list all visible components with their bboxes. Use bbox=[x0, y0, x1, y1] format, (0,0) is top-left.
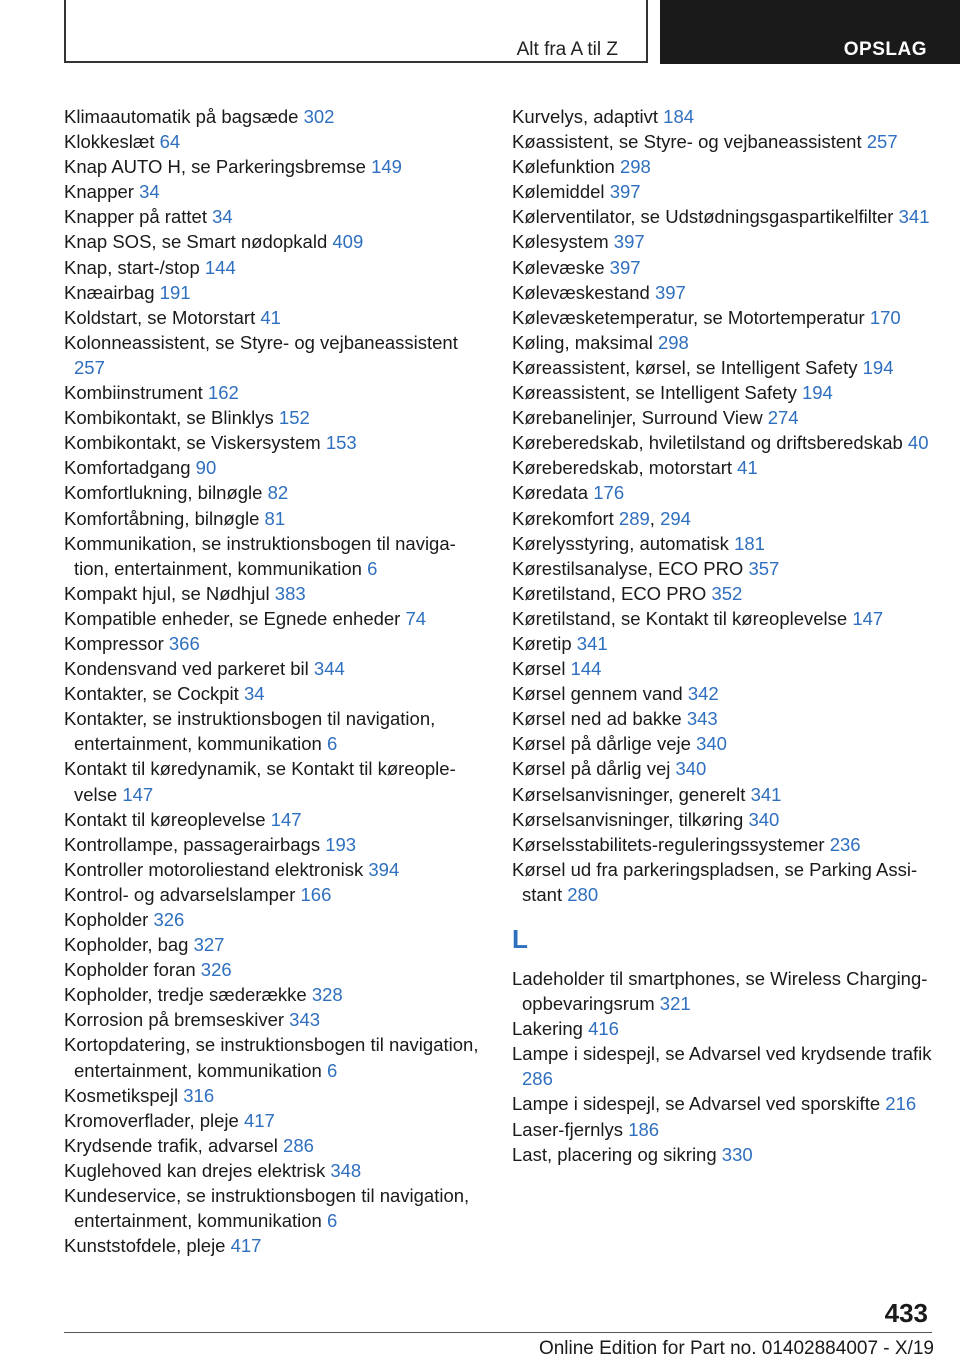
index-entry bbox=[64, 1032, 484, 1082]
page-reference-link[interactable]: 6 bbox=[326, 1210, 338, 1232]
index-term: Kontrollampe, passagerairbags bbox=[64, 833, 326, 855]
index-term: Kunststofdele, pleje bbox=[64, 1235, 231, 1257]
index-entry bbox=[512, 706, 932, 731]
index-entry bbox=[64, 681, 484, 706]
index-entry: Kørekomfort 289, 294 bbox=[512, 507, 691, 529]
page-reference-link[interactable]: 340 bbox=[696, 733, 727, 755]
page-header bbox=[64, 0, 960, 66]
page-reference-link[interactable]: 357 bbox=[748, 557, 780, 579]
index-term: Knap SOS, se Smart nødopkald bbox=[64, 231, 333, 253]
index-entry bbox=[512, 782, 932, 807]
index-entry bbox=[64, 656, 484, 681]
index-term: Knæairbag bbox=[64, 281, 160, 303]
index-entry bbox=[64, 1007, 484, 1032]
index-term: Ladeholder til smartphones, se Wireless Charging-opbevaringsrum bbox=[512, 968, 928, 1015]
index-term: Køreberedskab, motorstart bbox=[512, 457, 738, 479]
page-reference-link[interactable]: 166 bbox=[300, 883, 332, 905]
page-reference-link[interactable]: 194 bbox=[862, 356, 894, 378]
index-term: Kølevæsketemperatur, se Motortemperatur bbox=[512, 306, 870, 328]
index-entry bbox=[64, 1183, 484, 1233]
index-term: Kontrol- og advarselslamper bbox=[64, 883, 301, 905]
index-term: Lakering bbox=[512, 1018, 589, 1040]
footer-edition: Online Edition for Part no. 01402884007 - X/19 bbox=[538, 1338, 934, 1359]
index-term: Kølevæskestand bbox=[512, 281, 655, 303]
page-reference-link[interactable]: 193 bbox=[325, 833, 357, 855]
index-term: Kurvelys, adaptivt bbox=[512, 106, 664, 127]
index-entry bbox=[64, 506, 484, 531]
index-entry bbox=[64, 1108, 484, 1133]
index-term: Kontakt til køredynamik, se Kontakt til køreoplevelse bbox=[64, 758, 456, 805]
page-reference-link[interactable]: 343 bbox=[686, 708, 718, 730]
index-term: Krydsende trafik, advarsel bbox=[64, 1134, 284, 1156]
index-entry bbox=[64, 857, 484, 882]
page-reference-link[interactable]: 41 bbox=[260, 306, 281, 328]
index-term: Kosmetikspejl bbox=[64, 1084, 184, 1106]
page-reference-link[interactable]: 341 bbox=[750, 783, 782, 805]
index-term: Kørselsanvisninger, tilkøring bbox=[512, 808, 749, 830]
index-entry bbox=[512, 204, 932, 229]
index-term: Kørsel på dårlige veje bbox=[512, 733, 697, 755]
index-term: Køretilstand, se Kontakt til køreoplevelse bbox=[512, 607, 853, 629]
page-reference-link[interactable]: 416 bbox=[588, 1018, 619, 1040]
page-reference-link[interactable]: 341 bbox=[898, 206, 930, 228]
index-term: Kontroller motoroliestand elektronisk bbox=[64, 858, 369, 880]
page-number: 433 bbox=[884, 1298, 928, 1328]
index-term: Laser-fjernlys bbox=[512, 1118, 629, 1140]
page-reference-link[interactable]: 144 bbox=[204, 256, 236, 278]
index-entry bbox=[512, 430, 932, 455]
index-entry bbox=[512, 1091, 932, 1116]
index-term: Kørelysstyring, automatisk bbox=[512, 532, 735, 554]
index-term: Kørestilsanalyse, ECO PRO bbox=[512, 557, 749, 579]
index-column-left bbox=[64, 104, 484, 1258]
index-entry bbox=[512, 631, 932, 656]
index-entry bbox=[512, 1117, 932, 1142]
index-entry bbox=[512, 330, 932, 355]
index-term: Kørsel på dårlig vej bbox=[512, 758, 676, 780]
index-entry bbox=[64, 280, 484, 305]
index-term: Koldstart, se Motorstart bbox=[64, 306, 261, 328]
index-entry bbox=[512, 756, 932, 781]
index-term: Lampe i sidespejl, se Advarsel ved sporskifte bbox=[512, 1093, 886, 1115]
index-term: Køretip bbox=[512, 632, 577, 654]
page-reference-link[interactable]: 176 bbox=[593, 482, 625, 504]
page-reference-link[interactable]: 82 bbox=[267, 482, 289, 504]
page-reference-link[interactable]: 326 bbox=[153, 909, 185, 930]
index-entry bbox=[64, 631, 484, 656]
index-term: Kompressor bbox=[64, 632, 169, 654]
index-term: Knap AUTO H, se Parkeringsbremse bbox=[64, 156, 372, 178]
index-entry bbox=[64, 832, 484, 857]
index-entry bbox=[512, 1041, 932, 1091]
page-reference-link[interactable]: 274 bbox=[767, 407, 799, 429]
index-entry bbox=[64, 907, 484, 932]
index-entry bbox=[64, 882, 484, 907]
page-reference-link[interactable]: 366 bbox=[168, 632, 200, 654]
index-term: Kompakt hjul, se Nødhjul bbox=[64, 582, 275, 604]
index-entry bbox=[512, 280, 932, 305]
page-reference-link[interactable]: 147 bbox=[270, 808, 302, 830]
index-entry bbox=[64, 179, 484, 204]
index-entry bbox=[64, 807, 484, 832]
index-term: Køassistent, se Styre- og vejbaneassistent bbox=[512, 131, 867, 153]
index-term: Kromoverflader, pleje bbox=[64, 1109, 244, 1131]
index-entry bbox=[512, 857, 932, 907]
index-entry bbox=[64, 104, 484, 129]
index-term: Kørekomfort bbox=[512, 507, 619, 529]
index-entry bbox=[64, 154, 484, 179]
index-term: Kørsel bbox=[512, 658, 571, 680]
index-term: Køreassistent, se Intelligent Safety bbox=[512, 382, 802, 404]
page-reference-link[interactable]: 328 bbox=[311, 984, 343, 1006]
index-entry bbox=[512, 129, 932, 154]
index-term: Kolonneassistent, se Styre- og vejbaneassistent bbox=[64, 331, 458, 353]
page-reference-link[interactable]: 6 bbox=[326, 1059, 338, 1081]
index-term: Køreberedskab, hviletilstand og driftsberedskab bbox=[512, 432, 908, 454]
index-entry bbox=[512, 531, 932, 556]
index-entry bbox=[64, 330, 484, 380]
index-entry bbox=[512, 656, 932, 681]
page-reference-link[interactable]: 352 bbox=[711, 582, 743, 604]
index-term: Kørebanelinjer, Surround View bbox=[512, 407, 768, 429]
index-entry bbox=[64, 982, 484, 1007]
page-reference-link[interactable]: 216 bbox=[885, 1093, 917, 1115]
page-reference-link[interactable]: 383 bbox=[274, 582, 306, 604]
page-reference-link[interactable]: 286 bbox=[522, 1068, 553, 1090]
index-entry bbox=[512, 380, 932, 405]
page-reference-link[interactable]: 40 bbox=[907, 432, 929, 454]
index-entry bbox=[512, 355, 932, 380]
index-term: Kørselsanvisninger, generelt bbox=[512, 783, 751, 805]
page-reference-link[interactable]: 348 bbox=[330, 1159, 362, 1181]
page-reference-link[interactable]: 286 bbox=[283, 1134, 314, 1156]
page-reference-link[interactable]: 316 bbox=[183, 1084, 215, 1106]
page-reference-link[interactable]: 343 bbox=[289, 1009, 321, 1031]
index-entry bbox=[64, 229, 484, 254]
index-entry bbox=[512, 104, 932, 129]
index-term: Kombiinstrument bbox=[64, 382, 208, 404]
index-entry bbox=[512, 581, 932, 606]
index-entry bbox=[64, 1083, 484, 1108]
index-term: Klokkeslæt bbox=[64, 131, 160, 153]
index-term: Komfortadgang bbox=[64, 457, 196, 479]
index-entry bbox=[512, 455, 932, 480]
page-reference-link[interactable]: 34 bbox=[212, 206, 233, 228]
index-entry bbox=[512, 731, 932, 756]
page-reference-link[interactable]: 153 bbox=[325, 432, 357, 454]
index-term: Kørselsstabilitets-reguleringssystemer bbox=[512, 833, 830, 855]
index-term: Kørsel ud fra parkeringspladsen, se Parking Assistant bbox=[512, 858, 918, 905]
page-reference-link[interactable]: 64 bbox=[159, 131, 181, 153]
page-reference-link[interactable]: 340 bbox=[675, 758, 707, 780]
page-reference-link[interactable]: 302 bbox=[303, 106, 335, 127]
index-entry bbox=[64, 1158, 484, 1183]
index-entry bbox=[512, 606, 932, 631]
index-term: Kundeservice, se instruktionsbogen til navigation, entertainment, kommunikation bbox=[64, 1185, 470, 1232]
index-term: Kopholder, tredje sæderække bbox=[64, 984, 312, 1006]
index-term: Køredata bbox=[512, 482, 594, 504]
index-term: Kombikontakt, se Blinklys bbox=[64, 407, 279, 429]
index-term: Kølefunktion bbox=[512, 156, 620, 178]
page-reference-link[interactable]: 149 bbox=[371, 156, 402, 178]
index-entry bbox=[64, 455, 484, 480]
index-entry bbox=[512, 1016, 932, 1041]
index-entry bbox=[512, 966, 932, 1016]
section-title: Alt fra A til Z bbox=[516, 39, 618, 60]
page-reference-link[interactable]: 409 bbox=[332, 231, 364, 253]
page-reference-link[interactable]: 397 bbox=[609, 256, 641, 278]
page-reference-link[interactable]: 330 bbox=[721, 1143, 753, 1165]
index-term: Lampe i sidespejl, se Advarsel ved krydsende trafik bbox=[512, 1043, 932, 1065]
page-reference-link[interactable]: 294 bbox=[660, 507, 691, 529]
index-term: Klimaautomatik på bagsæde bbox=[64, 106, 304, 127]
index-entry bbox=[64, 204, 484, 229]
index-term: Kørsel ned ad bakke bbox=[512, 708, 687, 730]
page-reference-link[interactable]: 236 bbox=[829, 833, 861, 855]
index-term: Knapper på rattet bbox=[64, 206, 213, 228]
index-term: Korrosion på bremseskiver bbox=[64, 1009, 290, 1031]
page-reference-link[interactable]: 257 bbox=[74, 356, 105, 378]
page-reference-link[interactable]: 34 bbox=[139, 181, 160, 203]
page-reference-link[interactable]: 397 bbox=[654, 281, 686, 303]
page-reference-link[interactable]: 144 bbox=[570, 658, 602, 680]
page-reference-link[interactable]: 181 bbox=[734, 532, 765, 554]
index-entry bbox=[64, 380, 484, 405]
index-entry bbox=[512, 1142, 932, 1167]
page-reference-link[interactable]: 81 bbox=[264, 507, 286, 529]
page-reference-link[interactable]: 397 bbox=[609, 181, 641, 203]
page-reference-link[interactable]: 280 bbox=[567, 883, 599, 905]
chapter-tab bbox=[660, 0, 960, 64]
index-entry bbox=[512, 405, 932, 430]
page-reference-link[interactable]: 394 bbox=[368, 858, 400, 880]
section-tab bbox=[64, 0, 648, 63]
index-term: Køling, maksimal bbox=[512, 331, 658, 353]
index-term: Komfortlukning, bilnøgle bbox=[64, 482, 268, 504]
index-entry bbox=[512, 681, 932, 706]
index-entry bbox=[64, 129, 484, 154]
index-entry bbox=[64, 1233, 484, 1258]
page-reference-link[interactable]: 289 bbox=[618, 507, 650, 529]
index-term: Kuglehoved kan drejes elektrisk bbox=[64, 1159, 331, 1181]
page-reference-link[interactable]: 152 bbox=[278, 407, 310, 429]
index-term: Kølesystem bbox=[512, 231, 614, 253]
index-entry bbox=[64, 1133, 484, 1158]
page-reference-link[interactable]: 186 bbox=[628, 1118, 660, 1140]
index-entry bbox=[64, 756, 484, 806]
page-reference-link[interactable]: 90 bbox=[195, 457, 217, 479]
index-term: Kommunikation, se instruktionsbogen til navigation, entertainment, kommunikation bbox=[64, 532, 456, 579]
index-term: Køreassistent, kørsel, se Intelligent Safety bbox=[512, 356, 863, 378]
page-reference-link[interactable]: 326 bbox=[200, 959, 232, 981]
page-reference-link[interactable]: 147 bbox=[852, 607, 884, 629]
index-entry bbox=[512, 255, 932, 280]
index-entry bbox=[64, 480, 484, 505]
index-term: Kølemiddel bbox=[512, 181, 610, 203]
index-column-right bbox=[512, 104, 932, 1167]
page-reference-link[interactable]: 340 bbox=[748, 808, 780, 830]
index-term: Køretilstand, ECO PRO bbox=[512, 582, 712, 604]
index-term: Kørsel gennem vand bbox=[512, 683, 688, 705]
page-reference-link[interactable]: 162 bbox=[207, 382, 239, 404]
footer-divider bbox=[64, 1332, 932, 1333]
page-reference-link[interactable]: 417 bbox=[243, 1109, 275, 1131]
index-entry bbox=[64, 957, 484, 982]
index-term: Kombikontakt, se Viskersystem bbox=[64, 432, 326, 454]
index-term: Kølerventilator, se Udstødningsgaspartikelfilter bbox=[512, 206, 899, 228]
chapter-title: OPSLAG bbox=[843, 39, 927, 60]
page-reference-link[interactable]: 184 bbox=[663, 106, 695, 127]
index-term: Kontakter, se instruktionsbogen til navigation, entertainment, kommunikation bbox=[64, 708, 436, 755]
index-entry bbox=[64, 706, 484, 756]
page-reference-link[interactable]: 342 bbox=[687, 683, 719, 705]
page-reference-link[interactable]: 191 bbox=[159, 281, 191, 303]
page-reference-link[interactable]: 194 bbox=[801, 382, 833, 404]
index-entry bbox=[64, 430, 484, 455]
index-term: Last, placering og sikring bbox=[512, 1143, 722, 1165]
index-entry bbox=[64, 255, 484, 280]
index-entry bbox=[512, 807, 932, 832]
index-term: Knapper bbox=[64, 181, 140, 203]
page-reference-link[interactable]: 321 bbox=[659, 993, 691, 1015]
page-reference-link[interactable]: 344 bbox=[313, 658, 345, 680]
index-term: Kompatible enheder, se Egnede enheder bbox=[64, 607, 406, 629]
page-reference-link[interactable]: 298 bbox=[657, 331, 689, 353]
page-reference-link[interactable]: 147 bbox=[122, 783, 154, 805]
index-term: Kopholder, bag bbox=[64, 934, 194, 956]
index-entry bbox=[512, 305, 932, 330]
page-reference-link[interactable]: 298 bbox=[619, 156, 651, 178]
index-entry bbox=[512, 179, 932, 204]
index-entry bbox=[512, 229, 932, 254]
page-reference-link[interactable]: 327 bbox=[193, 934, 225, 956]
page-reference-link[interactable]: 170 bbox=[869, 306, 901, 328]
index-term: Kondensvand ved parkeret bil bbox=[64, 658, 314, 680]
index-term: Kopholder foran bbox=[64, 959, 201, 981]
index-entry bbox=[64, 531, 484, 581]
index-entry bbox=[64, 581, 484, 606]
index-term: Kontakter, se Cockpit bbox=[64, 683, 244, 705]
index-term: Kopholder bbox=[64, 909, 154, 930]
index-entry bbox=[512, 154, 932, 179]
page-reference-link[interactable]: 6 bbox=[326, 733, 338, 755]
page-reference-link[interactable]: 74 bbox=[405, 607, 427, 629]
index-term: Knap, start-/stop bbox=[64, 256, 205, 278]
index-entry bbox=[512, 480, 932, 505]
index-term: Kontakt til køreoplevelse bbox=[64, 808, 271, 830]
page-reference-link[interactable]: 257 bbox=[866, 131, 898, 153]
index-term: Kølevæske bbox=[512, 256, 610, 278]
page-reference-link[interactable]: 341 bbox=[576, 632, 608, 654]
index-entry bbox=[64, 932, 484, 957]
index-entry bbox=[64, 405, 484, 430]
index-term: Kortopdatering, se instruktionsbogen til navigation, entertainment, kommunikation bbox=[64, 1034, 479, 1081]
page-reference-link[interactable]: 417 bbox=[230, 1235, 262, 1257]
page-reference-link[interactable]: 6 bbox=[367, 557, 378, 579]
index-entry bbox=[512, 556, 932, 581]
index-entry bbox=[64, 606, 484, 631]
index-term: Komfortåbning, bilnøgle bbox=[64, 507, 265, 529]
index-entry bbox=[512, 832, 932, 857]
page-reference-link[interactable]: 397 bbox=[613, 231, 645, 253]
index-letter-heading: L bbox=[512, 924, 528, 954]
page-reference-link[interactable]: 41 bbox=[737, 457, 758, 479]
page-reference-link[interactable]: 34 bbox=[243, 683, 265, 705]
index-entry bbox=[64, 305, 484, 330]
